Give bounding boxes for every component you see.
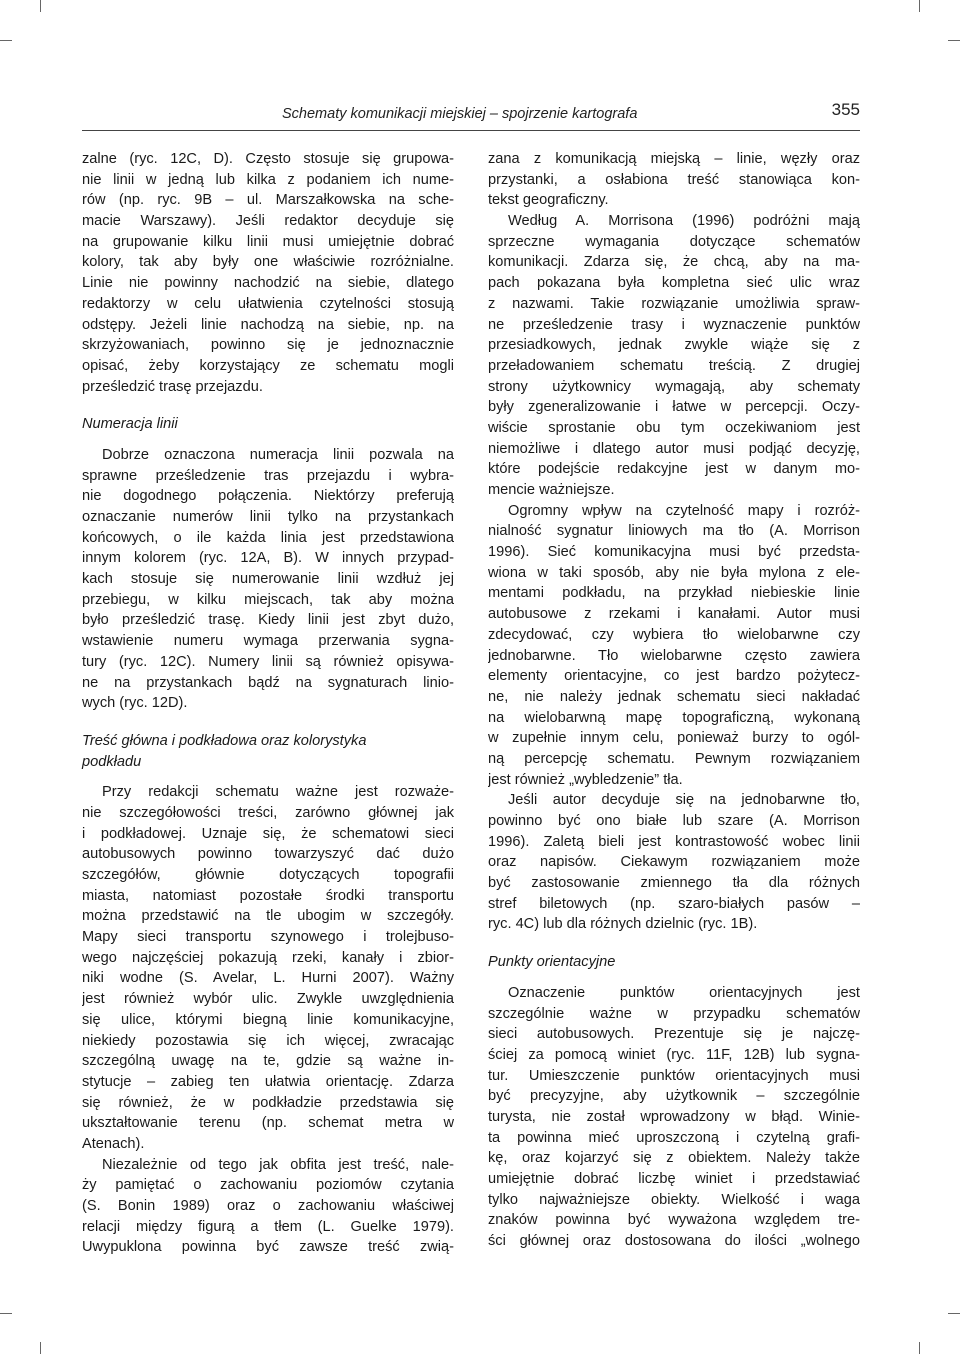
text-line: na grupowanie kilku linii musi umiejętnie dobrać <box>82 233 454 250</box>
paragraph <box>488 790 860 935</box>
paragraph <box>82 149 454 397</box>
text-line: sprawne prześledzenie tras przejazdu i wybra- <box>82 467 454 484</box>
section-heading-punkty-orientacyjne: Punkty orientacyjne <box>488 954 616 971</box>
text-line: stytucje – zabieg ten ułatwia orientację. Zdarza <box>82 1073 454 1090</box>
text-line: umiejętnie dobrać liczbę winiet i przedstawiać <box>488 1171 860 1187</box>
text-line: Niezależnie od tego jak obfita jest treść, nale- <box>102 1156 454 1173</box>
crop-mark <box>948 1313 960 1314</box>
paragraph <box>488 211 860 501</box>
text-line: Dobrze oznaczona numeracja linii pozwala na <box>102 446 454 463</box>
text-line: Mapy sieci transportu szynowego i trolejbuso- <box>82 929 454 946</box>
text-line: wstawienie numeru wymaga przerwania sygna- <box>82 633 454 650</box>
text-line: prześledzić trasę przejazdu. <box>82 378 263 395</box>
text-line: ściej za pomocą winiet (ryc. 11F, 12B) lub sygna- <box>488 1046 860 1063</box>
text-line: tylko najważniejsze obiekty. Wielkość i waga <box>488 1191 860 1208</box>
text-line: ną percepcję schematu. Pewnym rozwiązaniem <box>488 750 860 767</box>
text-line: Ogromny wpływ na czytelność mapy i rozróż- <box>508 502 860 519</box>
text-line: turysta, nie został wprowadzony w błąd. Winie- <box>488 1108 860 1125</box>
section-heading-tresc-glowna: Treść główna i podkładowa oraz kolorystyka <box>82 732 367 749</box>
right-column <box>488 149 860 1252</box>
text-line: kolory, tak aby były one właściwie rozróżnialne. <box>82 254 454 271</box>
text-line: zalne (ryc. 12C, D). Często stosuje się grupowa- <box>82 151 454 167</box>
text-line: przystanki, a osłabiona treść stanowiąca kon- <box>488 171 860 188</box>
left-column <box>82 149 454 1258</box>
section-heading-numeracja-linii: Numeracja linii <box>82 416 178 433</box>
text-line: wego najczęściej pokazują rzeki, kanały i zbior- <box>82 949 454 966</box>
header-title: Schematy komunikacji miejskiej – spojrzenie kartografa <box>282 106 638 122</box>
text-line: macie Warszawy). Jeśli redaktor decyduje się <box>82 213 454 230</box>
text-line: na wielobarwną mapę topograficzną, wykonaną <box>488 709 860 726</box>
text-line: komunikacji. Zdarza się, że chcą, aby na ma- <box>488 254 860 271</box>
text-line: można przedstawić na tle ubogim w szczegóły. <box>82 908 454 925</box>
paragraph <box>82 1155 454 1258</box>
text-line: niekiedy pozostawia się ich więcej, zwracając <box>82 1032 454 1049</box>
text-line: ści głównej oraz dostosowana do ilości „wolnego <box>488 1233 860 1250</box>
text-line: rów (np. ryc. 9B – ul. Marszałkowska na sche- <box>82 192 454 209</box>
crop-mark <box>0 1313 12 1314</box>
text-line: wiście sprostanie obu tym oczekiwaniom jest <box>488 419 860 436</box>
text-line: jest również wybór ulic. Zwykle uwzględnienia <box>82 991 454 1008</box>
text-line: jednobarwne. Tło wielobarwne często zawiera <box>488 647 860 664</box>
text-line: przebiegu, w kilku miejscach, tak aby można <box>82 591 454 608</box>
text-line: i podkładowej. Uznaje się, że schematowi sieci <box>82 825 454 842</box>
text-line: 1996). Sieć komunikacyjna musi być przedsta- <box>488 544 860 561</box>
crop-mark <box>919 1342 920 1354</box>
text-line: wych (ryc. 12D). <box>82 695 188 712</box>
text-line: z nazwami. Takie rozwiązanie umożliwia spraw- <box>488 295 860 312</box>
text-line: się ulice, którymi biegną linie komunikacyjne, <box>82 1011 454 1028</box>
text-line: zana z komunikacją miejską – linie, węzły oraz <box>488 151 860 167</box>
text-line: stref biletowych (np. szaro-białych pasów – <box>488 895 860 912</box>
paragraph <box>82 782 454 1154</box>
paragraph <box>488 501 860 791</box>
crop-mark <box>919 0 920 12</box>
text-line: tury (ryc. 12C). Numery linii są również opisywa- <box>82 653 454 670</box>
text-line: elementy orientacyjne, co jest bardzo pożytecz- <box>488 668 860 685</box>
text-line: sprzeczne wymagania dotyczące schematów <box>488 233 860 250</box>
text-line: mencie ważniejsze. <box>488 482 615 498</box>
text-line: nie szczegółowości treści, zarówno głównej jak <box>82 804 454 821</box>
text-line: się również, że w podkładzie przedstawia się <box>82 1094 454 1111</box>
text-line: miasta, natomiast pozostałe środki transportu <box>82 887 454 904</box>
text-line: było prześledzić trasę. Kiedy linii jest zbyt dużo, <box>82 612 454 629</box>
text-line: oznaczanie numerów linii tylko na przystankach <box>82 509 454 525</box>
text-line: Atenach). <box>82 1135 145 1152</box>
text-line: opisać, żeby korzystający ze schematu mogli <box>82 357 454 374</box>
text-line: kę, oraz kojarzyć się z obiektem. Należy także <box>488 1150 860 1167</box>
crop-mark <box>40 0 41 12</box>
text-line: Oznaczenie punktów orientacyjnych jest <box>508 984 860 1001</box>
text-line: szczegółów, głównie dotyczących topografii <box>82 867 454 883</box>
paragraph <box>488 983 860 1252</box>
text-line: wiona w taki sposób, aby nie była mylona z ele- <box>488 564 860 581</box>
text-line: ne na przystankach bądź na sygnaturach linio- <box>82 674 454 691</box>
text-line: sieci autobusowych. Prezentuje się je najczę- <box>488 1026 860 1043</box>
text-line: innym kolorem (ryc. 12A, B). W innych przypad- <box>82 550 454 567</box>
paragraph <box>82 445 454 714</box>
text-line: być precyzyjne, aby użytkownik – szczególnie <box>488 1088 860 1105</box>
text-line: Przy redakcji schematu ważne jest rozważe- <box>102 784 454 801</box>
text-line: redaktorzy w celu ułatwienia czytelności stosują <box>82 295 454 312</box>
text-line: szczególnie ważne w przypadku schematów <box>488 1005 860 1022</box>
text-line: strony użytkownicy wymagają, aby schematy <box>488 378 860 395</box>
text-line: ne, nie należy jednak schematu sieci nakładać <box>488 688 860 705</box>
text-line: Według A. Morrisona (1996) podróżni mają <box>508 213 860 230</box>
text-line: Uwypuklona powinna być zawsze treść zwią- <box>82 1239 454 1256</box>
text-line: jest również „wybledzenie” tła. <box>488 771 683 788</box>
text-line: zdecydować, czy wybiera tło wielobarwne czy <box>488 626 860 643</box>
text-line: pach pokazana była kompletna sieć ulic wraz <box>488 275 860 292</box>
text-line: w zupełnie innym celu, ponieważ burzy to ogól- <box>488 730 860 747</box>
text-line: ne prześledzenie trasy i wyznaczenie punktów <box>488 316 860 333</box>
text-line: ryc. 4C) lub dla różnych dzielnic (ryc. 1B). <box>488 916 758 933</box>
text-line: relacji między figurą a tłem (L. Guelke 1979). <box>82 1218 454 1235</box>
header-rule <box>82 130 860 131</box>
text-line: (S. Bonin 1989) oraz o zachowaniu właściwej <box>82 1198 454 1214</box>
crop-mark <box>0 40 12 41</box>
crop-mark <box>40 1342 41 1354</box>
text-line: przesiadkowych, jednak zwykle wiąże się z <box>488 337 860 354</box>
section-heading-tresc-glowna-cont: podkładu <box>82 753 142 770</box>
text-line: powinno być ono białe lub szare (A. Morrison <box>488 813 860 829</box>
text-line: były zgeneralizowanie i łatwe w percepcji. Oczy- <box>488 399 860 416</box>
text-line: nie dogodnego połączenia. Niektórzy preferują <box>82 488 454 505</box>
text-line: ży pamiętać o zachowaniu poziomów czytania <box>82 1177 454 1194</box>
text-line: Linie nie powinny nachodzić na siebie, dlatego <box>82 275 454 292</box>
text-line: ta powinna mieć uproszczoną i czytelną grafi- <box>488 1129 860 1146</box>
text-line: autobusowe z rzekami i kanałami. Autor musi <box>488 606 860 623</box>
text-line: mentami podkładu, na przykład niebieskie linie <box>488 585 860 602</box>
text-line: ukształtowanie terenu (np. schemat metra w <box>82 1115 454 1132</box>
text-line: końcowych, o ile każda linia jest przedstawiona <box>82 529 454 546</box>
text-line: 1996). Zaletą bieli jest kontrastowość wobec linii <box>488 833 860 850</box>
text-line: które podejście redakcyjne jest w danym mo- <box>488 461 860 478</box>
text-line: tur. Umieszczenie punktów orientacyjnych musi <box>488 1067 860 1084</box>
text-line: niemożliwe i dlatego autor musi podjąć decyzję, <box>488 440 860 457</box>
text-line: odstępy. Jeżeli linie nachodzą na siebie, np. na <box>82 316 454 333</box>
running-header <box>82 100 860 130</box>
text-line: szczególną uwagę na te, gdzie są ważne in- <box>82 1053 454 1070</box>
text-line: autobusowych powinno towarzyszyć dać dużo <box>82 846 454 863</box>
text-line: Jeśli autor decyduje się na jednobarwne tło, <box>508 792 860 809</box>
text-line: być zastosowanie zmiennego tła dla różnych <box>488 875 860 892</box>
text-line: nie linii w jedną lub kilka z podaniem ich nume- <box>82 171 454 188</box>
text-line: oraz napisów. Ciekawym rozwiązaniem może <box>488 854 860 871</box>
crop-mark <box>948 40 960 41</box>
text-line: nialność sygnatur liniowych ma tło (A. Morrison <box>488 523 860 540</box>
text-line: tekst geograficzny. <box>488 192 609 209</box>
text-line: niki wodne (S. Avelar, L. Hurni 2007). Ważny <box>82 970 454 987</box>
page-number: 355 <box>831 100 860 119</box>
paragraph <box>488 149 860 211</box>
text-line: znaków powinna być wyważona względem tre- <box>488 1212 860 1229</box>
text-line: skrzyżowaniach, powinno się je jednoznacznie <box>82 337 454 354</box>
text-line: przeładowaniem schematu treścią. Z drugiej <box>488 357 860 374</box>
text-line: kach stosuje się numerowanie linii wzdłuż jej <box>82 571 454 588</box>
